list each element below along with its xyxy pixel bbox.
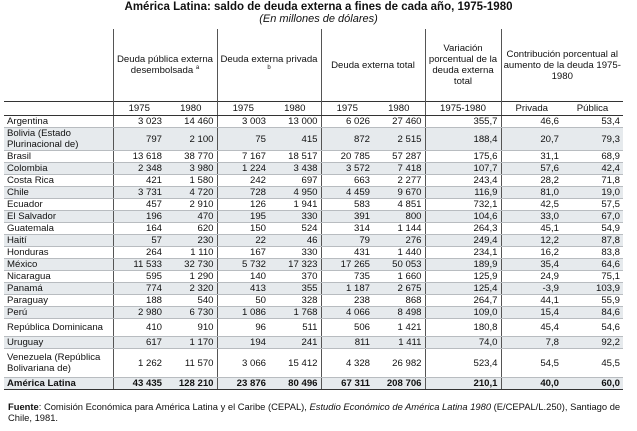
value-cell: 22 — [217, 235, 269, 247]
table-row — [4, 223, 623, 235]
value-cell: 264,7 — [425, 295, 501, 307]
value-cell: 732,1 — [425, 199, 501, 211]
value-cell: 68,9 — [562, 151, 623, 163]
debt-table — [4, 29, 623, 390]
value-cell: 50 053 — [373, 259, 425, 271]
value-cell: 811 — [321, 337, 373, 349]
source-publication: Estudio Económico de América Latina 1980 — [309, 401, 492, 412]
header-contrib-private: Privada — [501, 102, 562, 116]
value-cell: 1 421 — [373, 319, 425, 337]
value-cell: 242 — [217, 175, 269, 187]
value-cell: 1 262 — [113, 349, 165, 378]
header-priv-1980: 1980 — [269, 102, 321, 116]
country-cell: Colombia — [4, 163, 113, 175]
value-cell: 54,6 — [562, 319, 623, 337]
value-cell: 457 — [113, 199, 165, 211]
header-blank — [4, 102, 113, 116]
value-cell: 60,0 — [562, 378, 623, 390]
header-total-debt: Deuda externa total — [321, 29, 425, 102]
value-cell: 128 210 — [165, 378, 217, 390]
value-cell: 234,1 — [425, 247, 501, 259]
value-cell: 4 851 — [373, 199, 425, 211]
value-cell: 264,3 — [425, 223, 501, 235]
value-cell: 1 224 — [217, 163, 269, 175]
value-cell: 872 — [321, 128, 373, 151]
value-cell: 249,4 — [425, 235, 501, 247]
value-cell: 8 498 — [373, 307, 425, 319]
source-label: Fuente — [8, 401, 39, 412]
country-cell: América Latina — [4, 378, 113, 390]
header-period: 1975-1980 — [425, 102, 501, 116]
value-cell: 421 — [113, 175, 165, 187]
table-row — [4, 319, 623, 337]
table-title: América Latina: saldo de deuda externa a fines de cada año, 1975-1980 — [124, 1, 513, 13]
value-cell: 2 675 — [373, 283, 425, 295]
value-cell: 1 411 — [373, 337, 425, 349]
value-cell: 104,6 — [425, 211, 501, 223]
value-cell: 107,7 — [425, 163, 501, 175]
value-cell: 24,9 — [501, 271, 562, 283]
value-cell: 83,8 — [562, 247, 623, 259]
value-cell: 79,3 — [562, 128, 623, 151]
value-cell: 50 — [217, 295, 269, 307]
value-cell: 410 — [113, 319, 165, 337]
value-cell: 92,2 — [562, 337, 623, 349]
value-cell: 28,2 — [501, 175, 562, 187]
value-cell: 16,2 — [501, 247, 562, 259]
value-cell: 355 — [269, 283, 321, 295]
value-cell: 103,9 — [562, 283, 623, 295]
value-cell: 109,0 — [425, 307, 501, 319]
note-b: b — [267, 64, 271, 71]
country-cell: Uruguay — [4, 337, 113, 349]
value-cell: 87,8 — [562, 235, 623, 247]
header-row-years — [4, 102, 623, 116]
table-subtitle: (En millones de dólares) — [259, 13, 378, 25]
table-row — [4, 349, 623, 378]
table-row — [4, 151, 623, 163]
table-row — [4, 378, 623, 390]
value-cell: 328 — [269, 295, 321, 307]
value-cell: 208 706 — [373, 378, 425, 390]
country-cell: Ecuador — [4, 199, 113, 211]
value-cell: 33,0 — [501, 211, 562, 223]
header-private-debt: Deuda externa privada $^b$ — [217, 29, 321, 102]
value-cell: 4 720 — [165, 187, 217, 199]
country-cell: Honduras — [4, 247, 113, 259]
country-cell: Nicaragua — [4, 271, 113, 283]
value-cell: 23 876 — [217, 378, 269, 390]
value-cell: 180,8 — [425, 319, 501, 337]
value-cell: 150 — [217, 223, 269, 235]
value-cell: 2 277 — [373, 175, 425, 187]
table-body — [4, 116, 623, 390]
header-total-1980: 1980 — [373, 102, 425, 116]
value-cell: 196 — [113, 211, 165, 223]
table-row — [4, 199, 623, 211]
value-cell: 2 910 — [165, 199, 217, 211]
value-cell: 523,4 — [425, 349, 501, 378]
value-cell: 2 980 — [113, 307, 165, 319]
value-cell: 96 — [217, 319, 269, 337]
country-cell: México — [4, 259, 113, 271]
value-cell: 32 730 — [165, 259, 217, 271]
value-cell: 2 320 — [165, 283, 217, 295]
value-cell: 45,5 — [562, 349, 623, 378]
value-cell: 3 003 — [217, 116, 269, 128]
header-pub-1980: 1980 — [165, 102, 217, 116]
value-cell: 188 — [113, 295, 165, 307]
value-cell: 38 770 — [165, 151, 217, 163]
value-cell: 164 — [113, 223, 165, 235]
value-cell: 330 — [269, 247, 321, 259]
value-cell: 15,4 — [501, 307, 562, 319]
country-cell: Chile — [4, 187, 113, 199]
value-cell: 238 — [321, 295, 373, 307]
value-cell: 64,6 — [562, 259, 623, 271]
value-cell: 17 265 — [321, 259, 373, 271]
value-cell: 330 — [269, 211, 321, 223]
table-row — [4, 211, 623, 223]
value-cell: 431 — [321, 247, 373, 259]
table-row — [4, 116, 623, 128]
value-cell: 797 — [113, 128, 165, 151]
value-cell: 314 — [321, 223, 373, 235]
value-cell: 67,0 — [562, 211, 623, 223]
country-cell: Panamá — [4, 283, 113, 295]
value-cell: 57,6 — [501, 163, 562, 175]
value-cell: 5 732 — [217, 259, 269, 271]
value-cell: 194 — [217, 337, 269, 349]
value-cell: 40,0 — [501, 378, 562, 390]
value-cell: 42,5 — [501, 199, 562, 211]
value-cell: 774 — [113, 283, 165, 295]
value-cell: 1 660 — [373, 271, 425, 283]
header-priv-1975: 1975 — [217, 102, 269, 116]
table-row — [4, 247, 623, 259]
header-row-groups — [4, 29, 623, 102]
value-cell: 4 459 — [321, 187, 373, 199]
country-cell: El Salvador — [4, 211, 113, 223]
value-cell: 20 785 — [321, 151, 373, 163]
value-cell: 195 — [217, 211, 269, 223]
country-cell: Haití — [4, 235, 113, 247]
value-cell: 67 311 — [321, 378, 373, 390]
value-cell: 54,5 — [501, 349, 562, 378]
value-cell: 12,2 — [501, 235, 562, 247]
value-cell: 57 — [113, 235, 165, 247]
value-cell: 413 — [217, 283, 269, 295]
value-cell: 189,9 — [425, 259, 501, 271]
country-cell: Costa Rica — [4, 175, 113, 187]
value-cell: 910 — [165, 319, 217, 337]
table-row — [4, 235, 623, 247]
value-cell: 55,9 — [562, 295, 623, 307]
value-cell: 230 — [165, 235, 217, 247]
value-cell: 80 496 — [269, 378, 321, 390]
value-cell: 4 066 — [321, 307, 373, 319]
header-contribution: Contribución porcentual al aumento de la deuda 1975-1980 — [501, 29, 623, 102]
source-details: (E/CEPAL/L.250), Santiago de Chile, 1981. — [8, 401, 621, 423]
value-cell: 188,4 — [425, 128, 501, 151]
value-cell: 43 435 — [113, 378, 165, 390]
value-cell: 53,4 — [562, 116, 623, 128]
source-note — [8, 401, 628, 423]
header-variation: Variación porcentual de la deuda externa total — [425, 29, 501, 102]
source-text: : Comisión Económica para América Latina y el Caribe (CEPAL), — [38, 401, 310, 412]
value-cell: 7 418 — [373, 163, 425, 175]
value-cell: 617 — [113, 337, 165, 349]
value-cell: 84,6 — [562, 307, 623, 319]
country-cell: Brasil — [4, 151, 113, 163]
value-cell: 11 570 — [165, 349, 217, 378]
value-cell: 26 982 — [373, 349, 425, 378]
country-cell: Paraguay — [4, 295, 113, 307]
value-cell: 18 517 — [269, 151, 321, 163]
value-cell: 116,9 — [425, 187, 501, 199]
value-cell: 276 — [373, 235, 425, 247]
value-cell: 46 — [269, 235, 321, 247]
value-cell: 3 980 — [165, 163, 217, 175]
value-cell: 583 — [321, 199, 373, 211]
value-cell: 19,0 — [562, 187, 623, 199]
value-cell: 1 144 — [373, 223, 425, 235]
value-cell: 75 — [217, 128, 269, 151]
value-cell: 663 — [321, 175, 373, 187]
value-cell: 243,4 — [425, 175, 501, 187]
value-cell: 6 730 — [165, 307, 217, 319]
country-cell: Venezuela (República Bolivariana de) — [4, 349, 113, 378]
value-cell: 125,4 — [425, 283, 501, 295]
value-cell: 1 580 — [165, 175, 217, 187]
header-contrib-public: Pública — [562, 102, 623, 116]
value-cell: 35,4 — [501, 259, 562, 271]
value-cell: 3 438 — [269, 163, 321, 175]
table-row — [4, 337, 623, 349]
value-cell: 44,1 — [501, 295, 562, 307]
table-row — [4, 307, 623, 319]
value-cell: 3 731 — [113, 187, 165, 199]
value-cell: 2 348 — [113, 163, 165, 175]
table-row — [4, 128, 623, 151]
value-cell: 728 — [217, 187, 269, 199]
value-cell: 27 460 — [373, 116, 425, 128]
value-cell: 13 618 — [113, 151, 165, 163]
country-cell: Guatemala — [4, 223, 113, 235]
header-empty — [4, 29, 113, 102]
value-cell: 126 — [217, 199, 269, 211]
value-cell: 17 323 — [269, 259, 321, 271]
value-cell: 210,1 — [425, 378, 501, 390]
country-cell: República Dominicana — [4, 319, 113, 337]
table-row — [4, 259, 623, 271]
value-cell: 620 — [165, 223, 217, 235]
value-cell: 3 066 — [217, 349, 269, 378]
value-cell: 355,7 — [425, 116, 501, 128]
value-cell: 42,4 — [562, 163, 623, 175]
value-cell: 13 000 — [269, 116, 321, 128]
value-cell: 15 412 — [269, 349, 321, 378]
value-cell: 241 — [269, 337, 321, 349]
header-public-debt: Deuda pública externa desembolsada $^a$ — [113, 29, 217, 102]
table-row — [4, 271, 623, 283]
value-cell: 800 — [373, 211, 425, 223]
value-cell: 125,9 — [425, 271, 501, 283]
value-cell: 506 — [321, 319, 373, 337]
value-cell: 868 — [373, 295, 425, 307]
value-cell: 595 — [113, 271, 165, 283]
value-cell: 1 290 — [165, 271, 217, 283]
value-cell: 45,1 — [501, 223, 562, 235]
value-cell: 57 287 — [373, 151, 425, 163]
value-cell: 370 — [269, 271, 321, 283]
value-cell: 2 100 — [165, 128, 217, 151]
table-row — [4, 175, 623, 187]
value-cell: 11 533 — [113, 259, 165, 271]
value-cell: 1 941 — [269, 199, 321, 211]
value-cell: 470 — [165, 211, 217, 223]
value-cell: 540 — [165, 295, 217, 307]
header-pub-1975: 1975 — [113, 102, 165, 116]
value-cell: 3 572 — [321, 163, 373, 175]
value-cell: 1 768 — [269, 307, 321, 319]
note-a: a — [195, 64, 200, 71]
value-cell: 175,6 — [425, 151, 501, 163]
value-cell: 75,1 — [562, 271, 623, 283]
country-cell: Bolivia (Estado Plurinacional de) — [4, 128, 113, 151]
value-cell: 46,6 — [501, 116, 562, 128]
value-cell: 79 — [321, 235, 373, 247]
value-cell: 9 670 — [373, 187, 425, 199]
value-cell: -3,9 — [501, 283, 562, 295]
value-cell: 511 — [269, 319, 321, 337]
value-cell: 735 — [321, 271, 373, 283]
table-row — [4, 295, 623, 307]
value-cell: 31,1 — [501, 151, 562, 163]
country-cell: Perú — [4, 307, 113, 319]
value-cell: 264 — [113, 247, 165, 259]
value-cell: 6 026 — [321, 116, 373, 128]
value-cell: 1 187 — [321, 283, 373, 295]
value-cell: 45,4 — [501, 319, 562, 337]
value-cell: 4 950 — [269, 187, 321, 199]
table-row — [4, 283, 623, 295]
value-cell: 4 328 — [321, 349, 373, 378]
table-row — [4, 163, 623, 175]
header-total-1975: 1975 — [321, 102, 373, 116]
value-cell: 1 086 — [217, 307, 269, 319]
value-cell: 7,8 — [501, 337, 562, 349]
value-cell: 81,0 — [501, 187, 562, 199]
value-cell: 14 460 — [165, 116, 217, 128]
value-cell: 140 — [217, 271, 269, 283]
value-cell: 71,8 — [562, 175, 623, 187]
value-cell: 74,0 — [425, 337, 501, 349]
country-cell: Argentina — [4, 116, 113, 128]
value-cell: 7 167 — [217, 151, 269, 163]
table-row — [4, 187, 623, 199]
value-cell: 1 170 — [165, 337, 217, 349]
value-cell: 1 110 — [165, 247, 217, 259]
value-cell: 697 — [269, 175, 321, 187]
value-cell: 54,9 — [562, 223, 623, 235]
value-cell: 415 — [269, 128, 321, 151]
value-cell: 391 — [321, 211, 373, 223]
value-cell: 2 515 — [373, 128, 425, 151]
value-cell: 57,5 — [562, 199, 623, 211]
value-cell: 3 023 — [113, 116, 165, 128]
value-cell: 20,7 — [501, 128, 562, 151]
value-cell: 167 — [217, 247, 269, 259]
value-cell: 1 440 — [373, 247, 425, 259]
value-cell: 524 — [269, 223, 321, 235]
